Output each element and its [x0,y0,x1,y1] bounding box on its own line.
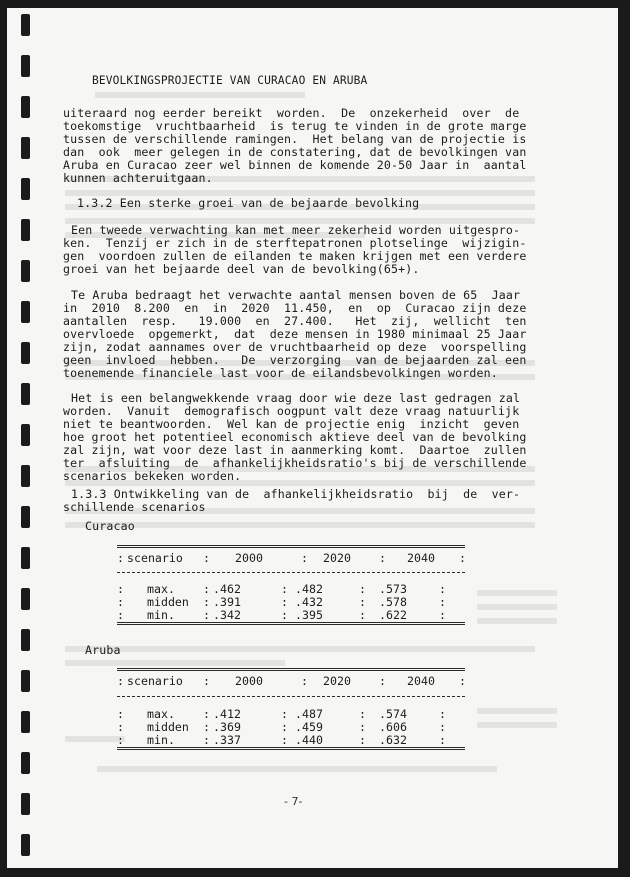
text-line: niet te beantwoorden. Wel kan de projectie enig inzicht geven [63,417,520,431]
header-2040: 2040 [407,674,435,688]
text-line: Een tweede verwachting kan met meer zekerheid worden uitgespro- [71,223,521,237]
text-line: hoe groot het potentieel economisch aktieve deel van de bevolking [63,430,527,444]
text-line: overvloede opgemerkt, dat deze mensen in 1980 minimaal 25 Jaar [63,327,527,341]
table-row: : midden : .369 : .459 : .606 : [117,720,446,734]
text-line: Aruba en Curacao zeer wel binnen de komende 20-50 Jaar in aantal [63,158,527,172]
text-line: zijn, zodat aannames over de vruchtbaarheid op deze voorspelling [63,340,527,354]
binder-hole [21,342,30,364]
binder-hole [21,793,30,815]
binder-hole [21,55,30,77]
header-2020: 2020 [323,551,351,565]
text-line: ken. Tenzij er zich in de sterftepatronen plotselinge wijzigin- [63,236,527,250]
table-rule [117,668,465,671]
text-line: aantallen resp. 19.000 en 27.400. Het zij, wellicht ten [63,314,527,328]
section-heading-1-3-2: 1.3.2 Een sterke groei van de bejaarde bevolking [77,196,420,210]
text-line: uiteraard nog eerder bereikt worden. De onzekerheid over de [63,106,520,120]
text-line: worden. Vanuit demografisch oogpunt valt deze vraag natuurlijk [63,404,520,418]
text-line: toekomstige vruchtbaarheid is terug te vinden in de grote marge [63,119,527,133]
table-row: : min. : .337 : .440 : .632 : [117,733,446,747]
header-scenario: scenario [127,674,183,688]
text-line: groei van het bejaarde deel van de bevolking(65+). [63,262,420,276]
document-title: BEVOLKINGSPROJECTIE VAN CURACAO EN ARUBA [92,74,368,87]
text-line: tussen de verschillende ramingen. Het belang van de projectie is [63,132,527,146]
table-row: : min. : .342 : .395 : .622 : [117,608,446,622]
text-line: kunnen achteruitgaan. [63,171,213,185]
binder-hole [21,711,30,733]
text-line: Te Aruba bedraagt het verwachte aantal mensen boven de 65 Jaar [71,288,521,302]
text-line: geen invloed hebben. De verzorging van de bejaarden zal een [63,353,527,367]
table-rule [117,747,465,750]
binder-hole [21,629,30,651]
binder-hole [21,137,30,159]
header-2020: 2020 [323,674,351,688]
binder-hole [21,301,30,323]
table-rule [117,696,465,697]
table-row: : max. : .412 : .487 : .574 : [117,707,446,721]
binder-hole [21,424,30,446]
text-line: 1.3.3 Ontwikkeling van de afhankelijkheidsratio bij de ver- [71,487,521,501]
header-2000: 2000 [235,551,263,565]
text-line: Het is een belangwekkende vraag door wie deze last gedragen zal [71,391,521,405]
binder-hole [21,547,30,569]
table-caption-curacao: Curacao [85,519,135,533]
text-line: zal zijn, wat voor deze last in aanmerking komt. Daartoe zullen [63,443,527,457]
text-line: dan ook meer gelegen in de constatering, dat de bevolkingen van [63,145,527,159]
binder-hole [21,383,30,405]
table-rule [117,545,465,548]
binder-hole [21,670,30,692]
binder-hole [21,260,30,282]
header-2040: 2040 [407,551,435,565]
binder-hole [21,219,30,241]
table-rule [117,572,465,573]
table-header-row: : scenario : 2000 : 2020 : 2040 : [117,674,466,688]
text-line: ter afsluiting de afhankelijkheidsratio's bij de verschillende [63,456,527,470]
table-header-row: : scenario : 2000 : 2020 : 2040 : [117,551,466,565]
header-scenario: scenario [127,551,183,565]
table-row: : max. : .462 : .482 : .573 : [117,582,446,596]
table-rule [117,622,465,625]
header-2000: 2000 [235,674,263,688]
binder-hole [21,178,30,200]
binder-hole [21,14,30,36]
text-line: in 2010 8.200 en in 2020 11.450, en op Curacao zijn deze [63,301,527,315]
binder-hole [21,588,30,610]
binder-hole [21,834,30,856]
page-number: - 7- [284,795,303,808]
text-line: scenarios bekeken worden. [63,469,242,483]
document-page [7,8,618,868]
binder-hole [21,96,30,118]
binder-hole [21,465,30,487]
table-caption-aruba: Aruba [85,643,121,657]
text-line: schillende scenarios [63,500,206,514]
table-row: : midden : .391 : .432 : .578 : [117,595,446,609]
binder-hole [21,752,30,774]
binder-hole [21,506,30,528]
text-line: gen voordoen zullen de eilanden te maken krijgen met een verdere [63,249,527,263]
text-line: toenemende financiele last voor de eilandsbevolkingen worden. [63,366,498,380]
